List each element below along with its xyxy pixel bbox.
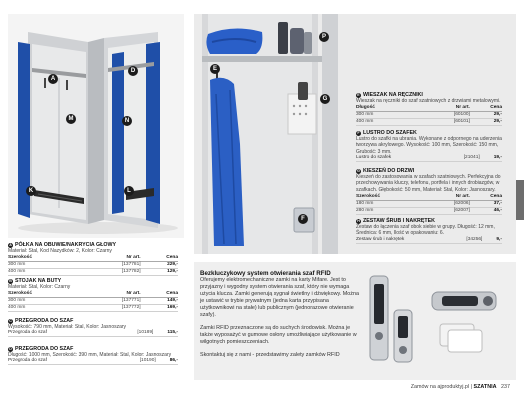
product-title: KIESZEŃ DO DRZWI: [363, 168, 415, 174]
product-desc: Lustro do szafki na ubrania. Wykonane z odpornego na uderzenia tworzywa akrylowego. Wysokość: 100 mm, Szerokość: 150 mm, Grubość: 3 mm.: [356, 136, 502, 155]
marker-p: P: [319, 32, 329, 42]
product-desc: Wysokość: 790 mm, Materiał: Stal, Kolor: Jasnoszary: [8, 324, 127, 331]
col-header: Długość: [356, 105, 420, 112]
table-row: Lustro do szafek [21041] 19,-: [356, 154, 502, 160]
marker-f: F: [298, 214, 308, 224]
rfid-contact: Skontaktuj się z nami - przedstawimy zalety zamków RFID: [200, 352, 340, 358]
page-footer: [411, 384, 510, 390]
product-divider-a: [8, 318, 178, 337]
product-title: STOJAK NA BUTY: [15, 278, 62, 284]
table-row: 400 mm [137782] 129,-: [8, 269, 178, 275]
price-table: [8, 255, 178, 276]
footer-section: SZATNIA: [473, 384, 497, 390]
table-row: 280 mm [62007] 46,-: [356, 207, 502, 213]
product-shelf: [8, 242, 178, 276]
col-header: Nr art.: [83, 291, 141, 298]
section-side-tab: [516, 180, 524, 220]
table-row: 300 mm [137771] 149,-: [8, 298, 178, 304]
lockers-illustration: [8, 14, 184, 238]
product-title: WIESZAK NA RĘCZNIKI: [363, 92, 423, 98]
product-desc: Długość: 1000 mm, Szerokość: 390 mm, Materiał: Stal, Kolor: Jasnoszary: [8, 352, 172, 359]
letter-badge: D: [9, 346, 12, 351]
product-title: LUSTRO DO SZAFEK: [363, 130, 417, 136]
table-row: 400 mm [60101] 29,-: [356, 119, 502, 125]
product-mirror: [356, 130, 502, 162]
marker-d: D: [128, 66, 138, 76]
letter-badge: B: [9, 278, 12, 283]
rfid-locks-image: [364, 270, 512, 370]
product-door-pocket: [356, 168, 502, 215]
product-desc: Zestaw do łączenia szaf obok siebie w grupy. Długość: 12 mm, Średnica: 6 mm, Ilość w opakowaniu: 6.: [356, 224, 495, 237]
product-shoe-stand: [8, 278, 178, 312]
table-row: Zestaw śrub i nakrętek [34256] 9,-: [356, 236, 502, 242]
letter-badge: A: [9, 242, 12, 247]
rfid-paragraph-1: Oferujemy elektromechaniczne zamki na karty Mifare. Jest to przyjazny i wygodny system otwierania szaf, który nie wymaga użycia klucza. Zamki generują sygnał świetlny i dźwiękowy. Można je ustawić w trybie prywatnym (jedna karta przypisana użytkownikowi na stałe) lub publicznym (jednorazowe otwieranie szafy).: [200, 277, 359, 318]
col-header: Nr art.: [83, 255, 141, 262]
marker-m: M: [66, 114, 76, 124]
marker-e: E: [210, 64, 220, 74]
rfid-text: [200, 270, 360, 365]
table-row: 180 mm [62006] 37,-: [356, 200, 502, 206]
col-header: Cena: [470, 194, 502, 201]
col-header: Nr art.: [420, 105, 470, 112]
marker-l: L: [124, 186, 134, 196]
table-row: Przegroda do szaf [10190] 86,-: [8, 358, 178, 364]
col-header: Szerokość: [8, 255, 83, 262]
letter-badge: G: [357, 168, 360, 173]
product-screw-set: [356, 218, 502, 244]
table-row: 300 mm [137781] 229,-: [8, 262, 178, 268]
product-divider-b: [8, 346, 178, 365]
marker-g: G: [320, 94, 330, 104]
col-header: Cena: [141, 255, 178, 262]
product-desc: Kieszeń do zastosowania w szafach szatniowych. Perfekcyjna do przechowywania kluczy, telefonu, portfela i innych drobiazgów, w szafkach. Głębokość: 50 mm, Materiał: Stal, Kolor: Jasnoszary.: [356, 174, 501, 193]
letter-badge: H: [357, 218, 360, 223]
footer-text: Zamów na ajproduktyj.pl |: [410, 384, 474, 390]
col-header: Cena: [470, 105, 502, 112]
rfid-paragraph-2: Zamki RFID przeznaczone są do suchych środowisk. Można je także wyposażyć w gumowe osłony umożliwiające użytkowanie w wilgotnych pomieszczeniach.: [200, 325, 357, 345]
page-number: 237: [501, 384, 510, 390]
product-desc: Wieszak na ręczniki do szaf szatniowych z drzwiami metalowymi.: [356, 98, 501, 105]
product-towel-hanger: [356, 92, 502, 126]
product-desc: Materiał: Stal, Kod Nazydków: 2, Kolor: Czarny: [8, 248, 112, 255]
product-title: PRZEGRODA DO SZAF: [15, 318, 74, 324]
marker-k: K: [26, 186, 36, 196]
col-header: Szerokość: [8, 291, 83, 298]
product-title: ZESTAW ŚRUB I NAKRĘTEK: [363, 218, 435, 224]
table-row: Przegroda do szaf [10189] 115,-: [8, 330, 178, 336]
product-title: PRZEGRODA DO SZAF: [15, 346, 74, 352]
product-desc: Materiał: Stal, Kolor: Czarny: [8, 284, 71, 291]
col-header: Cena: [141, 291, 178, 298]
col-header: Nr art.: [420, 194, 470, 201]
letter-badge: E: [357, 92, 360, 97]
price-table: [356, 194, 502, 215]
rfid-title: Bezkluczykowy system otwierania szaf RFID: [200, 270, 331, 277]
col-header: Szerokość: [356, 194, 420, 201]
price-table: [356, 105, 502, 126]
letter-badge: C: [9, 318, 12, 323]
letter-badge: F: [357, 130, 360, 135]
marker-a: A: [48, 74, 58, 84]
product-title: PÓŁKA NA OBUWIE/NAKRYCIA GŁOWY: [15, 242, 117, 248]
marker-n: N: [122, 116, 132, 126]
table-row: 300 mm [60100] 29,-: [356, 112, 502, 118]
table-row: 400 mm [137772] 169,-: [8, 305, 178, 311]
lockers-photo: [8, 14, 184, 238]
price-table: [8, 291, 178, 312]
